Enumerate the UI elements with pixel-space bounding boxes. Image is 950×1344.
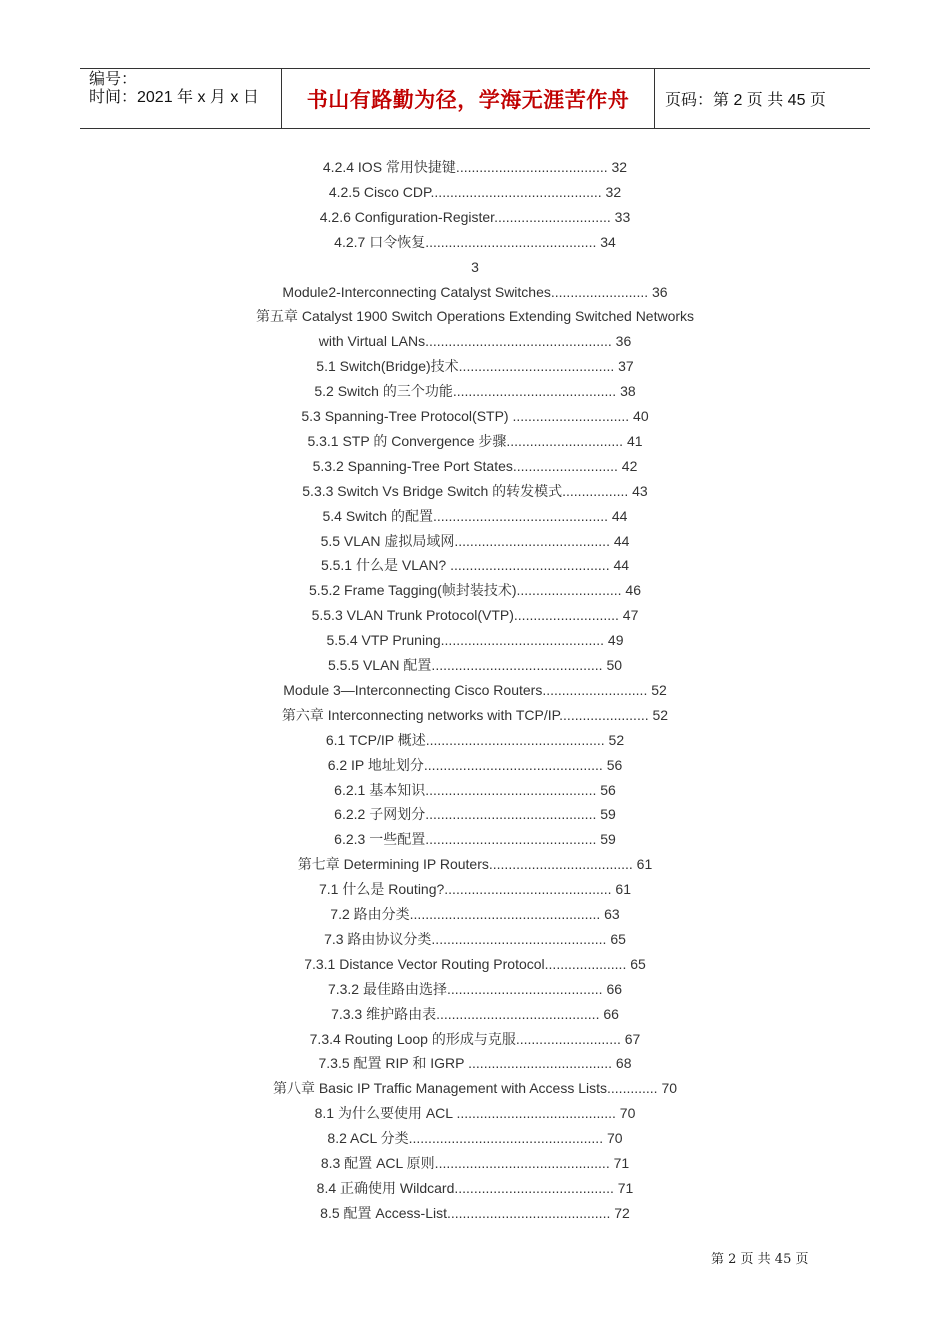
toc-entry[interactable]: 5.3.3 Switch Vs Bridge Switch 的转发模式................. 43 <box>302 482 648 499</box>
toc-entry[interactable]: with Virtual LANs................................................ 36 <box>318 333 632 350</box>
document-number-label: 编号： <box>89 71 138 88</box>
toc-entry[interactable]: 7.1 什么是 Routing?........................................... 61 <box>319 881 631 898</box>
toc-entry[interactable]: 7.3.3 维护路由表.......................................... 66 <box>331 1005 619 1022</box>
toc-entry[interactable]: 6.2.1 基本知识............................................ 56 <box>334 781 616 798</box>
toc-entry[interactable]: 6.1 TCP/IP 概述.............................................. 52 <box>325 731 625 748</box>
toc-entry[interactable]: 8.5 配置 Access-List.......................................... 72 <box>320 1204 630 1221</box>
toc-entry[interactable]: 7.2 路由分类................................................. 63 <box>330 906 620 922</box>
toc-entry[interactable]: 5.5.1 什么是 VLAN? ......................................... 44 <box>320 557 630 574</box>
toc-entry[interactable]: 4.2.7 口令恢复............................................ 34 <box>334 233 616 250</box>
header-page-cell <box>655 69 870 128</box>
page-header <box>80 68 870 129</box>
header-page-number: 页码：第 2 页 共 45 页 <box>665 92 826 109</box>
header-motto-cell <box>282 69 655 128</box>
toc-entry[interactable]: 第七章 Determining IP Routers..................................... 61 <box>297 856 653 873</box>
footer-page-number: 第 2 页 共 45 页 <box>711 1252 809 1267</box>
toc-entry[interactable]: 7.3.4 Routing Loop 的形成与克服........................... 67 <box>309 1030 641 1047</box>
toc-entry[interactable]: 8.2 ACL 分类.................................................. 70 <box>327 1130 623 1147</box>
toc-entry[interactable]: 4.2.6 Configuration-Register.............................. 33 <box>319 208 631 225</box>
toc-entry[interactable]: 5.1 Switch(Bridge)技术........................................ 37 <box>316 358 634 375</box>
toc-entry[interactable]: 6.2 IP 地址划分.............................................. 56 <box>327 756 623 773</box>
toc-entry[interactable]: 8.1 为什么要使用 ACL ......................................... 70 <box>314 1105 636 1122</box>
toc-entry[interactable]: 5.2 Switch 的三个功能.......................................... 38 <box>314 383 636 400</box>
document-time-label: 时间：2021 年 x 月 x 日 <box>89 89 259 106</box>
toc-entry[interactable]: 8.4 正确使用 Wildcard......................................... 71 <box>316 1179 634 1196</box>
toc-entry[interactable]: 4.2.4 IOS 常用快捷键....................................... 32 <box>322 159 628 175</box>
header-motto: 书山有路勤为径，学海无涯苦作舟 <box>306 87 630 112</box>
toc-entry[interactable]: 6.2.3 一些配置............................................ 59 <box>334 831 616 848</box>
toc-entry[interactable]: Module 3—Interconnecting Cisco Routers........................... 52 <box>283 681 667 698</box>
toc-entry[interactable]: 3 <box>471 258 479 275</box>
toc-entry[interactable]: 8.3 配置 ACL 原则............................................. 71 <box>320 1155 630 1171</box>
toc-entry[interactable]: 6.2.2 子网划分............................................ 59 <box>334 806 616 823</box>
toc-entry[interactable]: 5.3 Spanning-Tree Protocol(STP) .............................. 40 <box>301 408 649 424</box>
toc-entry[interactable]: 5.3.1 STP 的 Convergence 步骤.............................. 41 <box>307 432 643 449</box>
toc-entry[interactable]: 4.2.5 Cisco CDP............................................ 32 <box>328 183 622 200</box>
toc-entry[interactable]: 7.3.1 Distance Vector Routing Protocol..................... 65 <box>304 955 646 972</box>
toc-entry[interactable]: 5.5 VLAN 虚拟局域网........................................ 44 <box>320 532 630 549</box>
toc-entry[interactable]: 第五章 Catalyst 1900 Switch Operations Extending Switched Networks <box>255 308 695 325</box>
toc-entry[interactable]: 第八章 Basic IP Traffic Management with Access Lists............. 70 <box>272 1080 678 1097</box>
toc-entry[interactable]: 5.5.4 VTP Pruning.......................................... 49 <box>326 632 624 649</box>
toc-entry[interactable]: 7.3.5 配置 RIP 和 IGRP ..................................... 68 <box>318 1055 632 1072</box>
toc-entry[interactable]: 7.3 路由协议分类............................................. 65 <box>324 930 626 947</box>
toc-entry[interactable]: 5.5.5 VLAN 配置............................................ 50 <box>327 657 623 673</box>
toc-entry[interactable]: 5.4 Switch 的配置............................................. 44 <box>322 507 628 524</box>
header-meta-cell <box>80 69 282 128</box>
toc-entry[interactable]: 5.5.3 VLAN Trunk Protocol(VTP)........................... 47 <box>311 607 639 624</box>
toc-entry[interactable]: 第六章 Interconnecting networks with TCP/IP....................... 52 <box>281 706 669 723</box>
toc-entry[interactable]: 5.3.2 Spanning-Tree Port States........................... 42 <box>312 457 638 474</box>
toc-entry[interactable]: Module2-Interconnecting Catalyst Switches......................... 36 <box>282 283 668 300</box>
toc-entry[interactable]: 7.3.2 最佳路由选择........................................ 66 <box>327 980 623 997</box>
toc-entry[interactable]: 5.5.2 Frame Tagging(帧封装技术)........................... 46 <box>309 582 641 599</box>
